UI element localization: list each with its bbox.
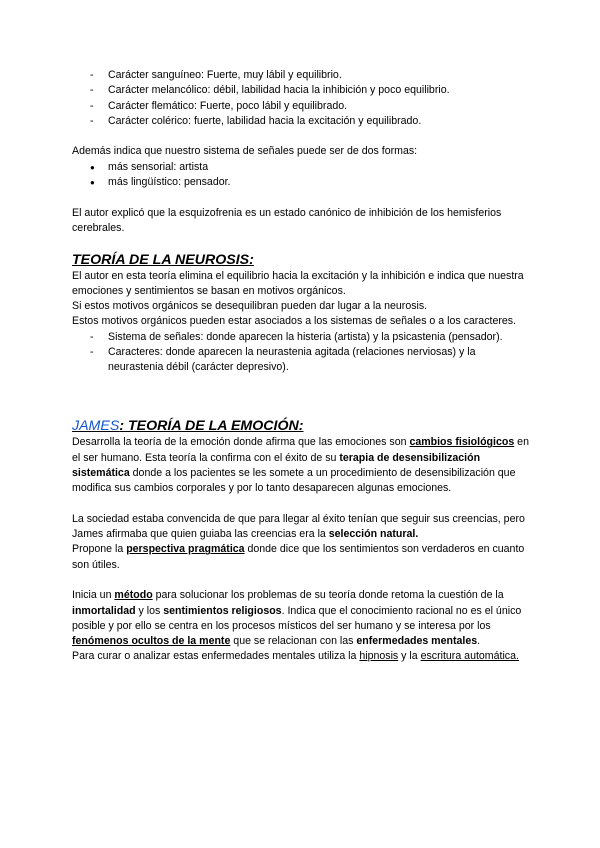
text-run: Propone la bbox=[72, 543, 127, 556]
text-run: donde a los pacientes se les somete a un procedimiento de desensibilización que modifica sus cambios corporales y por lo tanto desaparecen algunas emociones. bbox=[72, 466, 516, 495]
term-metodo: método bbox=[114, 589, 153, 602]
list-item: - Carácter flemático: Fuerte, poco lábil y equilibrado. bbox=[72, 99, 532, 114]
neurosis-paragraph-3: Estos motivos orgánicos pueden estar asociados a los sistemas de señales o a los caracteres. bbox=[72, 315, 516, 328]
text-run: y la bbox=[398, 650, 421, 663]
james-title-rest: : TEORÍA DE LA EMOCIÓN: bbox=[119, 418, 304, 435]
text-run: Inicia un bbox=[72, 589, 115, 602]
james-paragraph-4 bbox=[72, 588, 532, 649]
james-heading bbox=[72, 418, 532, 435]
text-run: . bbox=[477, 635, 481, 648]
term-fenomenos-ocultos: fenómenos ocultos de la mente bbox=[72, 635, 231, 648]
term-escritura-automatica: escritura automática. bbox=[420, 650, 519, 663]
james-name: JAMES bbox=[72, 418, 120, 435]
text-run: Para curar o analizar estas enfermedades mentales utiliza la bbox=[72, 650, 360, 663]
senales-list bbox=[72, 160, 532, 191]
text-run: para solucionar los problemas de su teoría donde retoma la cuestión de la bbox=[152, 589, 504, 602]
text-run: en el ser humano. Esta teoría la confirma con el éxito de su bbox=[72, 436, 529, 464]
term-terapia: terapia de desensibilización sistemática bbox=[72, 451, 481, 479]
text-run: que se relacionan con las bbox=[230, 635, 357, 648]
list-item: - Caracteres: donde aparecen la neurastenia agitada (relaciones nerviosas) y la neurastenia débil (carácter depresivo). bbox=[72, 345, 532, 376]
list-item: ● más sensorial: artista bbox=[72, 160, 532, 175]
text-run: donde dice que los sentimientos son verdaderos en cuanto son útiles. bbox=[72, 543, 525, 571]
document-page bbox=[72, 68, 532, 665]
list-item: - Carácter colérico: fuerte, labilidad hacia la excitación y equilibrado. bbox=[72, 114, 532, 129]
caracteres-list bbox=[72, 68, 532, 129]
term-perspectiva-pragmatica: perspectiva pragmática bbox=[126, 543, 245, 556]
neurosis-paragraph-1: El autor en esta teoría elimina el equilibrio hacia la excitación y la inhibición e indica que nuestra emociones y sentimientos se basan en motivos orgánicos. bbox=[72, 269, 524, 297]
james-paragraph-1 bbox=[72, 435, 532, 496]
term-hipnosis: hipnosis bbox=[359, 650, 399, 663]
term-sentimientos-religiosos: sentimientos religiosos bbox=[163, 604, 282, 617]
term-seleccion-natural: selección natural. bbox=[328, 528, 419, 541]
text-run: La sociedad estaba convencida de que para llegar al éxito tenían que seguir sus creencias, pero James afirmaba que quien guiaba las creencias era la bbox=[72, 512, 525, 541]
list-item: - Carácter sanguíneo: Fuerte, muy lábil y equilibrio. bbox=[72, 68, 532, 83]
james-paragraph-5 bbox=[72, 649, 532, 664]
james-paragraph-3 bbox=[72, 542, 532, 573]
term-inmortalidad: inmortalidad bbox=[72, 604, 136, 617]
neurosis-heading: TEORÍA DE LA NEUROSIS: bbox=[72, 251, 254, 268]
list-item: ● más lingüístico: pensador. bbox=[72, 175, 532, 190]
esquizofrenia-paragraph: El autor explicó que la esquizofrenia es un estado canónico de inhibición de los hemisferios cerebrales. bbox=[72, 206, 502, 234]
term-cambios-fisiologicos: cambios fisiológicos bbox=[409, 436, 515, 449]
text-run: Desarrolla la teoría de la emoción donde afirma que las emociones son bbox=[72, 436, 410, 449]
james-paragraph-2 bbox=[72, 512, 532, 543]
list-item: - Sistema de señales: donde aparecen la histeria (artista) y la psicastenia (pensador). bbox=[72, 330, 532, 345]
list-item: - Carácter melancólico: débil, labilidad hacia la inhibición y poco equilibrio. bbox=[72, 83, 532, 98]
neurosis-paragraph-2: Si estos motivos orgánicos se desequilibran pueden dar lugar a la neurosis. bbox=[72, 300, 428, 313]
text-run: . Indica que el conocimiento racional no es el único posible y por ello se centra en los procesos místicos del ser humano y se interesa por los bbox=[72, 604, 522, 632]
senales-intro: Además indica que nuestro sistema de señales puede ser de dos formas: bbox=[72, 145, 418, 158]
neurosis-list bbox=[72, 330, 532, 376]
term-enfermedades-mentales: enfermedades mentales bbox=[356, 635, 478, 648]
text-run: y los bbox=[135, 604, 164, 617]
